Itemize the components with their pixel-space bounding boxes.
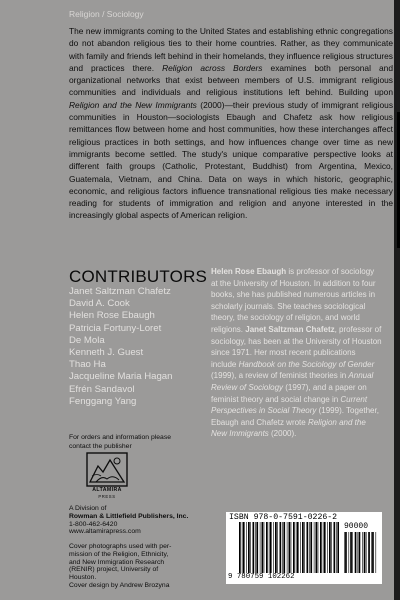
blurb-title-2: Religion and the New Immigrants (69, 99, 197, 110)
bio-text: (1999), a review of feminist theories in (211, 371, 349, 381)
contributors-list (69, 286, 204, 408)
spine-edge (394, 0, 400, 600)
orders-line: For orders and information please (69, 434, 172, 441)
contributor-name: Fenggang Yang (69, 395, 137, 407)
bio-text: (2000). (268, 429, 297, 439)
bio-text: , professor of sociology, has been at the University of Houston since 1971. Her most recent publications include (211, 324, 382, 369)
barcode-digits: 9 780759 102262 (228, 573, 295, 581)
contributor-name: Janet Saltzman Chafetz (69, 286, 171, 297)
contributor-name: Efrén Sandavol (69, 383, 135, 395)
publisher-name: Rowman & Littlefield Publishers, Inc. (69, 512, 189, 520)
credits-line: mission of the Religion, Ethnicity, (69, 550, 169, 558)
price-addon-number: 90000 (344, 522, 369, 531)
publisher-info (69, 505, 219, 536)
publisher-website: www.altamirapress.com (69, 528, 141, 536)
orders-info (69, 433, 199, 451)
book-title: Current Perspectives in Social Theory (211, 394, 368, 416)
book-title: Annual Review of Sociology (211, 371, 374, 392)
barcode-main-bars (239, 522, 339, 573)
credits-line: Houston. (69, 574, 97, 582)
credits-line: (RENIR) project, University of (69, 566, 159, 574)
isbn-number: ISBN 978-0-7591-0226-2 (229, 513, 338, 522)
credits-line: Cover photographs used with per- (69, 543, 172, 550)
isbn-barcode (226, 512, 382, 584)
contributor-name: Kenneth J. Guest (69, 347, 144, 359)
blurb-text-3: (2000)—their previous study of immigrant religious communities in Houston—sociologists Ebaugh and Chafetz ask how religious remittances flow between home and host communities, how these interchanges affect religious practices in both settings, and how influences change over time as new immigrants become settled. The study's unique comparative perspective looks at different faith groups (Catholic, Protestant, Buddhist) from Argentina, Mexico, Guatemala, Vietnam, and China. Data on ways in which historic, geographic, economic, and religious factors influence transnational religious ties make necessary reading for students of immigration and religion and anyone interested in the increasingly global aspects of American religion. (69, 99, 394, 221)
bio-text: is professor of sociology at the University of Houston. In addition to four books, she has published numerous articles in scholarly journals. She teaches sociological theory, the sociology of religion, and world religions. (211, 267, 376, 334)
contributor-name: Patricia Fortuny-Loret (69, 322, 162, 334)
contributor-name: Helen Rose Ebaugh (69, 310, 155, 322)
barcode-addon-bars (344, 532, 378, 573)
contributor-name: Jacqueline Maria Hagan (69, 371, 173, 383)
author-name-1: Helen Rose Ebaugh (211, 267, 287, 276)
bio-text: (1997), and a paper on feminist theory and social change in (211, 382, 367, 404)
publisher-logo-sub: PRESS (98, 494, 116, 499)
orders-line: contact the publisher (69, 443, 132, 450)
contributor-name: David A. Cook (69, 298, 130, 310)
publisher-line: A Division of (69, 505, 107, 512)
contributor-name: De Mola (69, 334, 105, 346)
author-name-2: Janet Saltzman Chafetz (245, 324, 335, 334)
publisher-logo-name: ALTAMIRA (92, 487, 122, 493)
bio-text: (1999). Together, Ebaugh and Chafetz wrote (211, 406, 379, 427)
blurb-text-1: The new immigrants coming to the United States and establishing ethnic congregations do not abandon religious ties to their home countries. Rather, as they communicate with family and friends left behind in their homelands, they influence religious structures and practices there. (69, 26, 393, 73)
description-blurb (69, 25, 393, 222)
cover-credits (69, 543, 204, 590)
publisher-logo-icon (86, 452, 128, 488)
book-title: Handbook on the Sociology of Gender (238, 359, 375, 369)
book-title: Religion and the New Immigrants (211, 417, 366, 439)
credits-line: Cover design by Andrew Brozyna (69, 581, 170, 589)
author-bio (211, 266, 383, 440)
credits-line: and New Immigration Research (69, 558, 165, 566)
blurb-text-2: examines both personal and organizational networks that exist between members of U.S. immigrant religious communities and individuals and religious institutions left behind. Building upon (69, 62, 393, 98)
contributors-heading: CONTRIBUTORS (69, 267, 208, 286)
publisher-phone: 1-800-462-6420 (69, 520, 118, 528)
category-label: Religion / Sociology (69, 9, 144, 19)
blurb-title-1: Religion across Borders (162, 62, 263, 73)
contributor-name: Thao Ha (69, 359, 106, 371)
